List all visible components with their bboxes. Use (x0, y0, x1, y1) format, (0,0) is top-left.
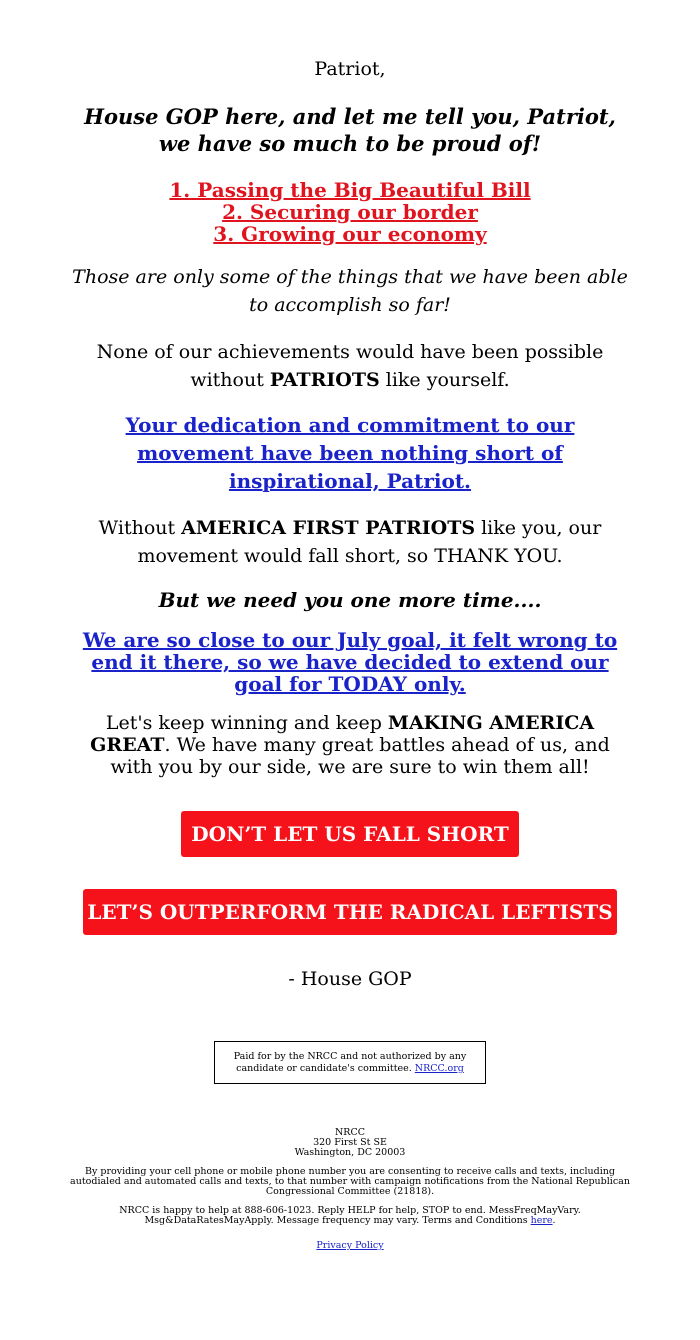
keep-winning-text-before: Let's keep winning and keep (105, 712, 388, 734)
paid-for-disclaimer (214, 1041, 486, 1084)
intro-line-2: we have so much to be proud of! (158, 131, 542, 156)
email-body (70, 0, 630, 1251)
footer-consent: By providing your cell phone or mobile phone number you are consenting to receive calls and texts, including autodialed and automated calls and texts, to that number with campaign notifications from the National Republican Congressional Committee (21818). (70, 1166, 630, 1197)
america-first-paragraph (70, 514, 630, 570)
america-first-bold: AMERICA FIRST PATRIOTS (181, 517, 476, 539)
achievement-link-3[interactable]: 3. Growing our economy (213, 222, 487, 246)
outperform-leftists-button[interactable]: LET’S OUTPERFORM THE RADICAL LEFTISTS (83, 889, 617, 935)
salutation: Patriot, (314, 58, 386, 80)
footer (70, 1128, 630, 1251)
keep-winning-paragraph (70, 712, 630, 778)
need-you-heading: But we need you one more time.... (158, 588, 542, 612)
footer-help (70, 1206, 630, 1226)
dedication-link[interactable]: Your dedication and commitment to our movement have been nothing short of inspirational, Patriot. (125, 413, 575, 493)
privacy-row (70, 1241, 630, 1251)
intro-heading (70, 103, 630, 157)
terms-link[interactable]: here (530, 1215, 553, 1226)
footer-org: NRCC (334, 1127, 365, 1138)
patriots-text-before: None of our achievements would have been possible without (96, 341, 604, 391)
patriots-bold: PATRIOTS (269, 369, 380, 391)
achievements-list (70, 179, 630, 245)
privacy-policy-link[interactable]: Privacy Policy (316, 1240, 384, 1251)
footer-help-text: NRCC is happy to help at 888-606-1023. Reply HELP for help, STOP to end. MessFreqMayVary. Msg&DataRatesMayApply. Message frequency may vary. Terms and Conditions (119, 1205, 581, 1226)
footer-city: Washington, DC 20003 (294, 1147, 406, 1158)
dont-let-us-fall-short-button[interactable]: DON’T LET US FALL SHORT (181, 811, 519, 857)
footer-street: 320 First St SE (313, 1137, 387, 1148)
achievement-link-1[interactable]: 1. Passing the Big Beautiful Bill (169, 178, 531, 202)
disclaimer-text: Paid for by the NRCC and not authorized by any candidate or candidate's committee. (233, 1051, 467, 1074)
keep-winning-bold: MAKING AMERICA GREAT (90, 712, 595, 756)
dedication-paragraph (70, 411, 630, 495)
accomplish-paragraph: Those are only some of the things that we have been able to accomplish so far! (72, 266, 628, 316)
goal-link[interactable]: We are so close to our July goal, it felt wrong to end it there, so we have decided to extend our goal for TODAY only. (82, 628, 618, 696)
signoff: - House GOP (288, 968, 412, 990)
goal-paragraph (70, 629, 630, 695)
patriots-text-after: like yourself. (379, 369, 510, 391)
keep-winning-text-after: . We have many great battles ahead of us, and with you by our side, we are sure to win them all! (110, 734, 610, 778)
footer-help-end: . (552, 1215, 556, 1226)
achievement-link-2[interactable]: 2. Securing our border (222, 200, 478, 224)
intro-line-1: House GOP here, and let me tell you, Patriot, (84, 104, 616, 129)
patriots-paragraph (70, 338, 630, 394)
nrcc-org-link[interactable]: NRCC.org (414, 1063, 464, 1074)
america-first-text-before: Without (98, 517, 182, 539)
america-first-text-after: like you, our movement would fall short, so THANK YOU. (137, 517, 602, 567)
